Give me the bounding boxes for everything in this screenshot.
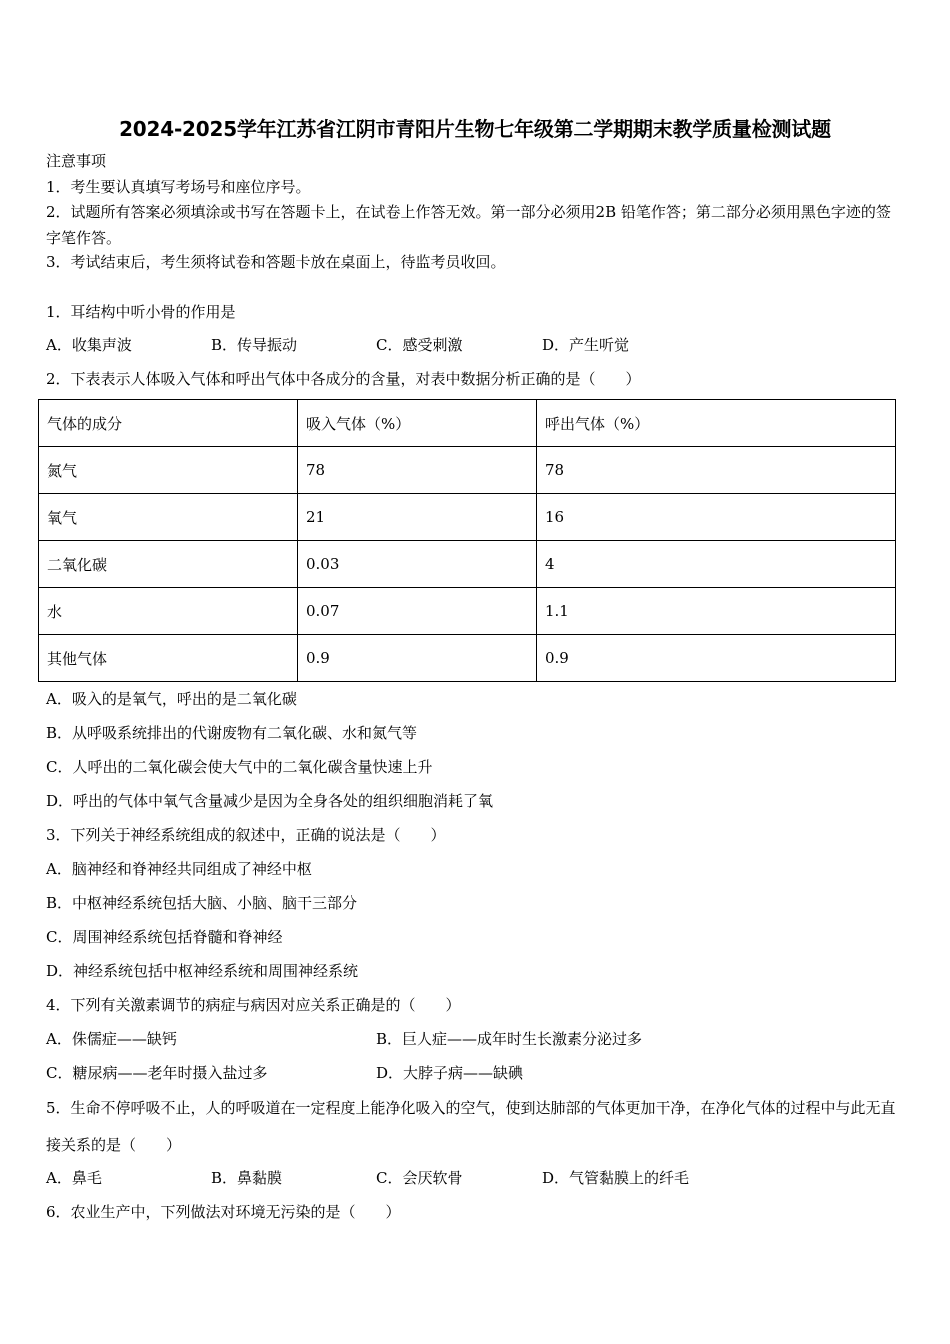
- table-cell: 1.1: [537, 588, 896, 635]
- q2-stem: 2．下表表示人体吸入气体和呼出气体中各成分的含量，对表中数据分析正确的是（ ）: [46, 370, 641, 388]
- table-cell: 水: [39, 588, 298, 635]
- table-cell: 氮气: [39, 447, 298, 494]
- table-cell: 氧气: [39, 494, 298, 541]
- q4-option-a: A．侏儒症——缺钙: [46, 1030, 177, 1048]
- table-header-cell: 呼出气体（%）: [537, 400, 896, 447]
- q5-option-d: D．气管黏膜上的纤毛: [542, 1169, 690, 1187]
- table-row: [39, 588, 896, 635]
- notice-heading: 注意事项: [46, 152, 107, 170]
- q3-option-a: A．脑神经和脊神经共同组成了神经中枢: [46, 860, 312, 878]
- table-header-cell: 吸入气体（%）: [298, 400, 537, 447]
- table-row: [39, 447, 896, 494]
- table-cell: 78: [298, 447, 537, 494]
- q4-option-d: D．大脖子病——缺碘: [376, 1064, 524, 1082]
- q1-option-d: D．产生听觉: [542, 336, 630, 354]
- q3-option-d: D．神经系统包括中枢神经系统和周围神经系统: [46, 962, 359, 980]
- q5-option-b: B．鼻黏膜: [211, 1169, 283, 1187]
- q4-option-c: C．糖尿病——老年时摄入盐过多: [46, 1064, 268, 1082]
- q2-option-a: A．吸入的是氧气，呼出的是二氧化碳: [46, 690, 297, 708]
- q5-stem: 5．生命不停呼吸不止，人的呼吸道在一定程度上能净化吸入的空气，使到达肺部的气体更加干净，在净化气体的过程中与此无直接关系的是（ ）: [46, 1099, 896, 1154]
- q1-option-b: B．传导振动: [211, 336, 298, 354]
- table-cell: 0.03: [298, 541, 537, 588]
- notice-item-3: 3．考试结束后，考生须将试卷和答题卡放在桌面上，待监考员收回。: [46, 253, 506, 271]
- q3-stem: 3．下列关于神经系统组成的叙述中，正确的说法是（ ）: [46, 826, 446, 844]
- notice-item-2: 2．试题所有答案必须填涂或书写在答题卡上，在试卷上作答无效。第一部分必须用2B 铅笔作答；第二部分必须用黑色字迹的签字笔作答。: [46, 203, 891, 247]
- q2-option-d: D．呼出的气体中氧气含量减少是因为全身各处的组织细胞消耗了氧: [46, 792, 494, 810]
- table-header-row: [39, 400, 896, 447]
- table-cell: 16: [537, 494, 896, 541]
- q1-option-a: A．收集声波: [46, 336, 132, 354]
- q1-stem: 1．耳结构中听小骨的作用是: [46, 303, 236, 321]
- table-row: [39, 541, 896, 588]
- table-cell: 4: [537, 541, 896, 588]
- table-cell: 二氧化碳: [39, 541, 298, 588]
- q2-option-c: C．人呼出的二氧化碳会使大气中的二氧化碳含量快速上升: [46, 758, 433, 776]
- q4-stem: 4．下列有关激素调节的病症与病因对应关系正确是的（ ）: [46, 996, 461, 1014]
- q1-option-c: C．感受刺激: [376, 336, 463, 354]
- table-cell: 0.9: [298, 635, 537, 682]
- notice-item-1: 1．考生要认真填写考场号和座位序号。: [46, 178, 311, 196]
- q5-option-c: C．会厌软骨: [376, 1169, 463, 1187]
- table-row: [39, 635, 896, 682]
- table-cell: 21: [298, 494, 537, 541]
- q2-option-b: B．从呼吸系统排出的代谢废物有二氧化碳、水和氮气等: [46, 724, 418, 742]
- q5-option-a: A．鼻毛: [46, 1169, 102, 1187]
- q3-option-c: C．周围神经系统包括脊髓和脊神经: [46, 928, 283, 946]
- table-row: [39, 494, 896, 541]
- table-cell: 0.07: [298, 588, 537, 635]
- table-cell: 其他气体: [39, 635, 298, 682]
- table-cell: 0.9: [537, 635, 896, 682]
- q4-option-b: B．巨人症——成年时生长激素分泌过多: [376, 1030, 643, 1048]
- gas-composition-table: [38, 399, 896, 682]
- q6-stem: 6．农业生产中，下列做法对环境无污染的是（ ）: [46, 1203, 401, 1221]
- table-header-cell: 气体的成分: [39, 400, 298, 447]
- table-cell: 78: [537, 447, 896, 494]
- page-title: 2024-2025学年江苏省江阴市青阳片生物七年级第二学期期末教学质量检测试题: [119, 117, 831, 141]
- q3-option-b: B．中枢神经系统包括大脑、小脑、脑干三部分: [46, 894, 358, 912]
